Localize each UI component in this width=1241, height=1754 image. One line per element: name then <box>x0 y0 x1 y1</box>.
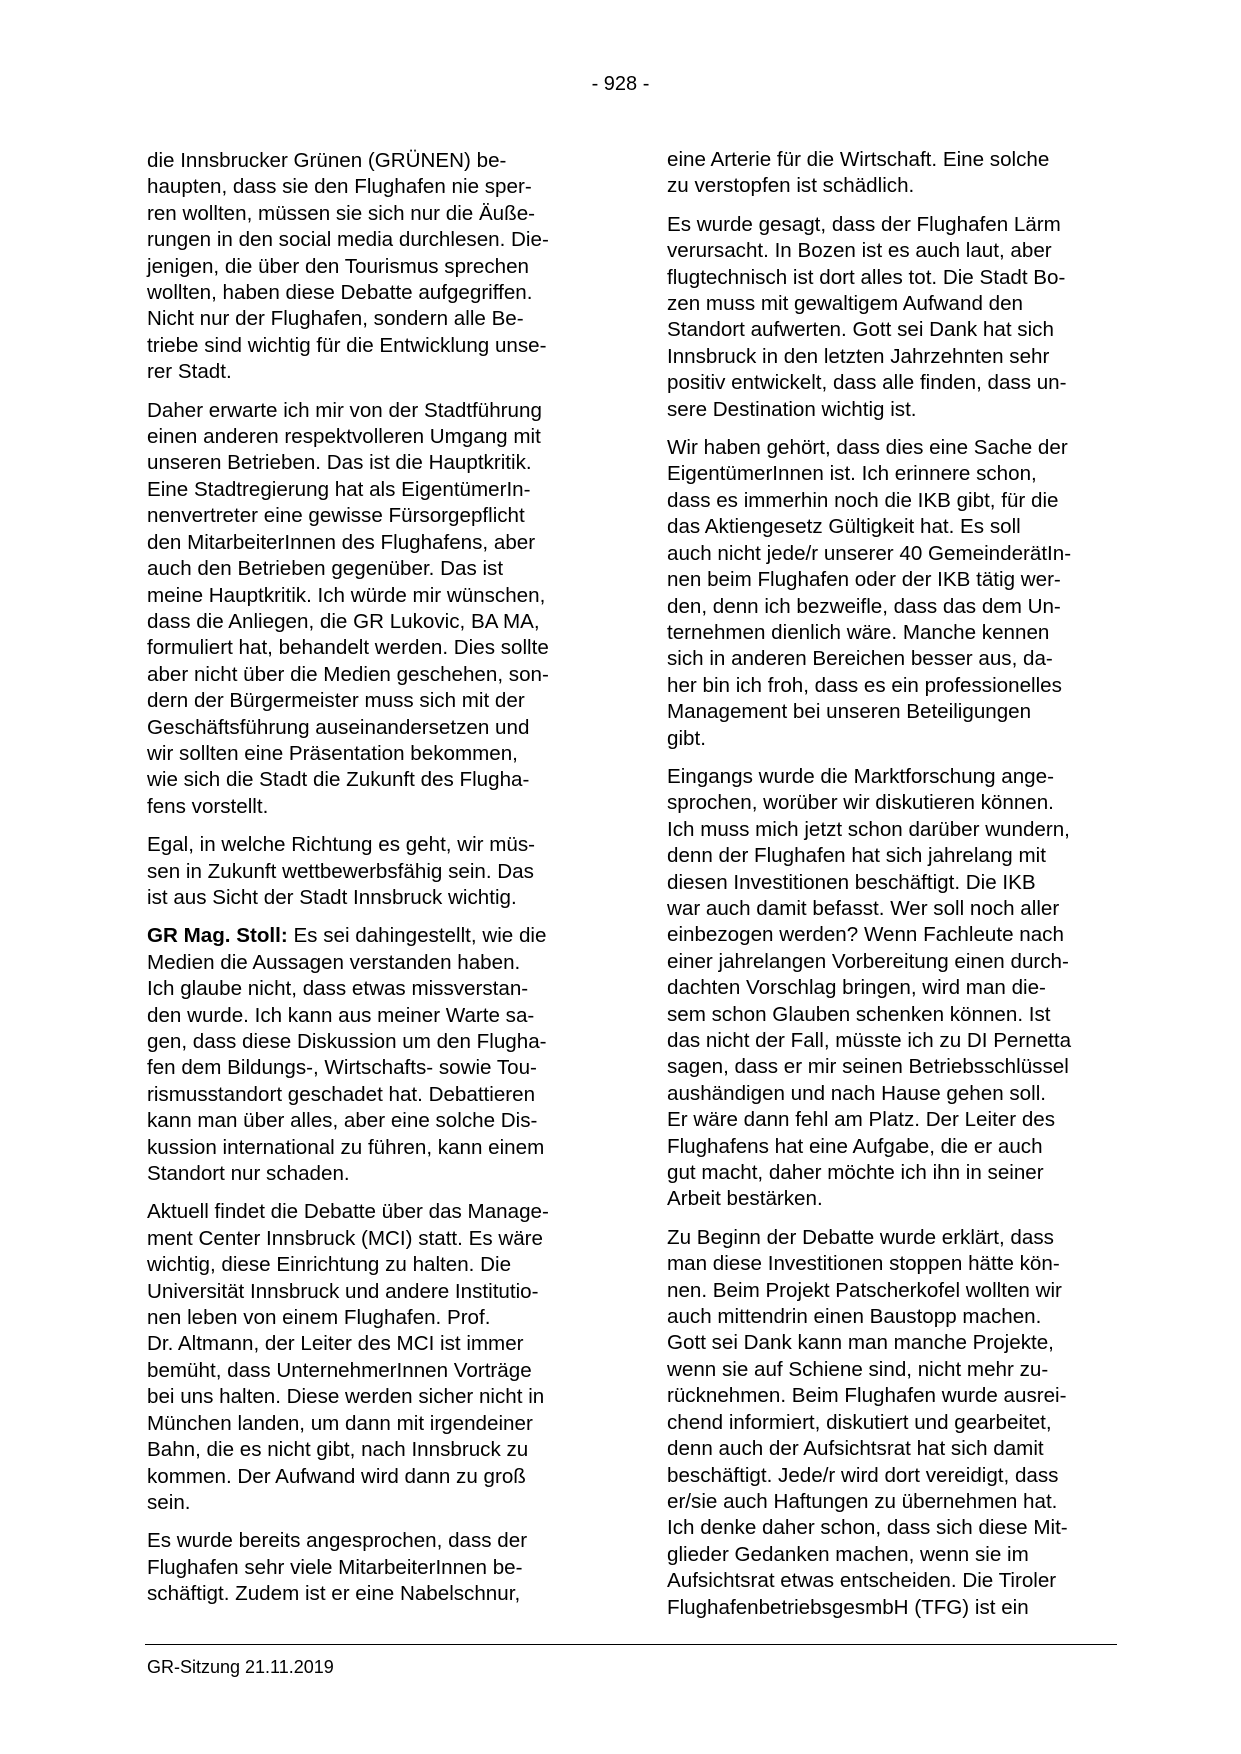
text-line: fens vorstellt. <box>147 794 269 818</box>
text-line: Er wäre dann fehl am Platz. Der Leiter des <box>667 1108 1056 1132</box>
text-line: Geschäftsführung auseinandersetzen und <box>147 715 530 739</box>
text-line: verursacht. In Bozen ist es auch laut, aber <box>667 239 1052 263</box>
paragraph <box>147 148 597 386</box>
text-line: Dr. Altmann, der Leiter des MCI ist immer <box>147 1332 524 1356</box>
text-line: glieder Gedanken machen, wenn sie im <box>667 1542 1029 1566</box>
right-column <box>667 147 1117 1633</box>
left-column <box>147 148 597 1620</box>
text-line: bei uns halten. Diese werden sicher nicht in <box>147 1385 545 1409</box>
page-number: - 928 - <box>591 73 650 95</box>
text-line: wollten, haben diese Debatte aufgegriffen. <box>147 281 533 305</box>
text-line: bemüht, dass UnternehmerInnen Vorträge <box>147 1358 532 1382</box>
text-line: sem schon Glauben schenken können. Ist <box>667 1002 1051 1026</box>
text-line: Ich denke daher schon, dass sich diese Mit- <box>667 1516 1068 1540</box>
text-line: rer Stadt. <box>147 360 232 384</box>
text-line: denn der Flughafen hat sich jahrelang mit <box>667 844 1046 868</box>
text-line: wir sollten eine Präsentation bekommen, <box>147 741 518 765</box>
text-line: Arbeit bestärken. <box>667 1187 823 1211</box>
paragraph <box>667 147 1117 200</box>
text-line: schäftigt. Zudem ist er eine Nabelschnur, <box>147 1582 521 1606</box>
text-line: Egal, in welche Richtung es geht, wir müs- <box>147 833 536 857</box>
text-line: die Innsbrucker Grünen (GRÜNEN) be- <box>147 149 507 172</box>
text-line: Standort nur schaden. <box>147 1162 350 1186</box>
text-line: Gott sei Dank kann man manche Projekte, <box>667 1331 1054 1355</box>
text-line: Flughafen sehr viele MitarbeiterInnen be- <box>147 1555 523 1579</box>
text-line: Eine Stadtregierung hat als EigentümerIn- <box>147 477 531 501</box>
text-line: nenvertreter eine gewisse Fürsorgepflicht <box>147 504 525 528</box>
text-line: einer jahrelangen Vorbereitung einen durch- <box>667 949 1069 973</box>
text-line: dass die Anliegen, die GR Lukovic, BA MA, <box>147 609 540 633</box>
text-line: Aufsichtsrat etwas entscheiden. Die Tiroler <box>667 1569 1057 1593</box>
text-line: triebe sind wichtig für die Entwicklung unse- <box>147 333 547 357</box>
text-line: kommen. Der Aufwand wird dann zu groß <box>147 1464 526 1488</box>
footer-rule <box>145 1644 1117 1645</box>
text-line: positiv entwickelt, dass alle finden, dass un- <box>667 371 1067 395</box>
text-line: FlughafenbetriebsgesmbH (TFG) ist ein <box>667 1595 1029 1619</box>
text-line: Ich muss mich jetzt schon darüber wundern, <box>667 817 1070 841</box>
text-line: den wurde. Ich kann aus meiner Warte sa- <box>147 1003 535 1027</box>
text-line: fen dem Bildungs-, Wirtschafts- sowie Tou- <box>147 1056 537 1080</box>
speaker-name: GR Mag. Stoll: <box>147 924 288 948</box>
text-line: auch den Betrieben gegenüber. Das ist <box>147 557 504 581</box>
text-line: Standort aufwerten. Gott sei Dank hat sich <box>667 318 1054 342</box>
text-line: sagen, dass er mir seinen Betriebsschlüssel <box>667 1055 1069 1079</box>
text-line: rungen in den social media durchlesen. Die- <box>147 228 549 252</box>
text-line: wichtig, diese Einrichtung zu halten. Die <box>147 1253 512 1277</box>
text-line: chend informiert, diskutiert und gearbeitet, <box>667 1410 1052 1434</box>
text-line: einbezogen werden? Wenn Fachleute nach <box>667 923 1064 947</box>
text-line: sprochen, worüber wir diskutieren können. <box>667 791 1054 815</box>
paragraph <box>667 212 1117 423</box>
text-line <box>147 923 597 949</box>
footer-text: GR-Sitzung 21.11.2019 <box>147 1657 334 1677</box>
text-line: auch nicht jede/r unserer 40 GemeinderätIn- <box>667 541 1072 565</box>
text-line: sich in anderen Bereichen besser aus, da- <box>667 647 1053 671</box>
text-line: auch mittendrin einen Baustopp machen. <box>667 1305 1042 1329</box>
text-line: Daher erwarte ich mir von der Stadtführung <box>147 398 542 422</box>
text-line: Eingangs wurde die Marktforschung ange- <box>667 764 1054 788</box>
text-line: Innsbruck in den letzten Jahrzehnten sehr <box>667 344 1050 368</box>
text-line: Flughafens hat eine Aufgabe, die er auch <box>667 1134 1043 1158</box>
text-line: Zu Beginn der Debatte wurde erklärt, dass <box>667 1225 1054 1249</box>
text-line: EigentümerInnen ist. Ich erinnere schon, <box>667 462 1037 486</box>
text-line: aber nicht über die Medien geschehen, son- <box>147 662 549 686</box>
text-line: wie sich die Stadt die Zukunft des Flugha- <box>147 768 530 792</box>
text-line: dern der Bürgermeister muss sich mit der <box>147 689 525 713</box>
text-line: Management bei unseren Beteiligungen <box>667 700 1032 724</box>
text-line: dass es immerhin noch die IKB gibt, für die <box>667 488 1059 512</box>
text-line: Universität Innsbruck und andere Institutio- <box>147 1279 539 1303</box>
text-line: haupten, dass sie den Flughafen nie sper- <box>147 175 532 199</box>
text-line: Nicht nur der Flughafen, sondern alle Be- <box>147 307 524 331</box>
text-line: formuliert hat, behandelt werden. Dies sollte <box>147 636 549 660</box>
text-line: ist aus Sicht der Stadt Innsbruck wichtig. <box>147 885 517 909</box>
text-line: diesen Investitionen beschäftigt. Die IKB <box>667 870 1036 894</box>
text-line: sein. <box>147 1490 191 1514</box>
text-line: denn auch der Aufsichtsrat hat sich damit <box>667 1437 1044 1461</box>
text-line: gen, dass diese Diskussion um den Flugha- <box>147 1030 547 1053</box>
text-line: nen beim Flughafen oder der IKB tätig wer- <box>667 568 1061 592</box>
text-line: ment Center Innsbruck (MCI) statt. Es wäre <box>147 1226 543 1250</box>
text-line: her bin ich froh, dass es ein professionelles <box>667 673 1062 697</box>
text-line: meine Hauptkritik. Ich würde mir wünschen, <box>147 583 546 607</box>
text-line: Aktuell findet die Debatte über das Manage- <box>147 1200 549 1224</box>
text-line: den MitarbeiterInnen des Flughafens, aber <box>147 530 536 554</box>
text-line: man diese Investitionen stoppen hätte kön- <box>667 1252 1060 1276</box>
text-line: Medien die Aussagen verstanden haben. <box>147 950 521 974</box>
paragraph <box>147 923 597 1187</box>
text-line: er/sie auch Haftungen zu übernehmen hat. <box>667 1489 1058 1513</box>
text-line: sen in Zukunft wettbewerbsfähig sein. Das <box>147 859 534 883</box>
text-line: rismusstandort geschadet hat. Debattieren <box>147 1082 536 1106</box>
text-line: München landen, um dann mit irgendeiner <box>147 1411 533 1435</box>
text-line: nen. Beim Projekt Patscherkofel wollten wir <box>667 1278 1062 1302</box>
paragraph <box>147 398 597 821</box>
text-line: Bahn, die es nicht gibt, nach Innsbruck zu <box>147 1438 529 1462</box>
text-line: zen muss mit gewaltigem Aufwand den <box>667 292 1023 316</box>
text-line: gut macht, daher möchte ich ihn in seiner <box>667 1161 1044 1185</box>
text-line: den, denn ich bezweifle, dass das dem Un- <box>667 594 1061 618</box>
text-line: Wir haben gehört, dass dies eine Sache der <box>667 436 1068 460</box>
text-line: gibt. <box>667 726 706 750</box>
text-line: rücknehmen. Beim Flughafen wurde ausrei- <box>667 1384 1067 1408</box>
text-line: dachten Vorschlag bringen, wird man die- <box>667 976 1046 1000</box>
text-line: beschäftigt. Jede/r wird dort vereidigt, dass <box>667 1463 1059 1487</box>
text-line: einen anderen respektvolleren Umgang mit <box>147 425 541 449</box>
text-line: ren wollten, müssen sie sich nur die Äuße- <box>147 201 536 225</box>
text-line: aushändigen und nach Hause gehen soll. <box>667 1081 1046 1105</box>
text-line: sere Destination wichtig ist. <box>667 397 917 421</box>
text-line: Es wurde gesagt, dass der Flughafen Lärm <box>667 212 1061 236</box>
text-line: war auch damit befasst. Wer soll noch aller <box>667 896 1060 920</box>
text-line: kussion international zu führen, kann einem <box>147 1135 545 1159</box>
text-line: jenigen, die über den Tourismus sprechen <box>147 254 529 278</box>
paragraph <box>147 832 597 911</box>
text-line: Ich glaube nicht, dass etwas missverstan- <box>147 977 529 1001</box>
paragraph <box>147 1528 597 1607</box>
text-line-content: Es sei dahingestellt, wie die <box>287 924 547 948</box>
paragraph <box>667 435 1117 752</box>
text-line: wenn sie auf Schiene sind, nicht mehr zu- <box>667 1357 1049 1381</box>
text-line: ternehmen dienlich wäre. Manche kennen <box>667 620 1050 644</box>
paragraph <box>147 1199 597 1516</box>
paragraph <box>667 1225 1117 1621</box>
text-line: eine Arterie für die Wirtschaft. Eine solche <box>667 148 1050 171</box>
text-line: flugtechnisch ist dort alles tot. Die Stadt Bo- <box>667 265 1066 289</box>
text-line: zu verstopfen ist schädlich. <box>667 174 915 198</box>
text-line: kann man über alles, aber eine solche Dis- <box>147 1109 538 1133</box>
text-line: Es wurde bereits angesprochen, dass der <box>147 1529 528 1553</box>
text-line: unseren Betrieben. Das ist die Hauptkritik. <box>147 451 532 475</box>
text-line: nen leben von einem Flughafen. Prof. <box>147 1306 491 1330</box>
text-line: das Aktiengesetz Gültigkeit hat. Es soll <box>667 515 1021 539</box>
paragraph <box>667 764 1117 1213</box>
text-line: das nicht der Fall, müsste ich zu DI Pernetta <box>667 1029 1072 1052</box>
